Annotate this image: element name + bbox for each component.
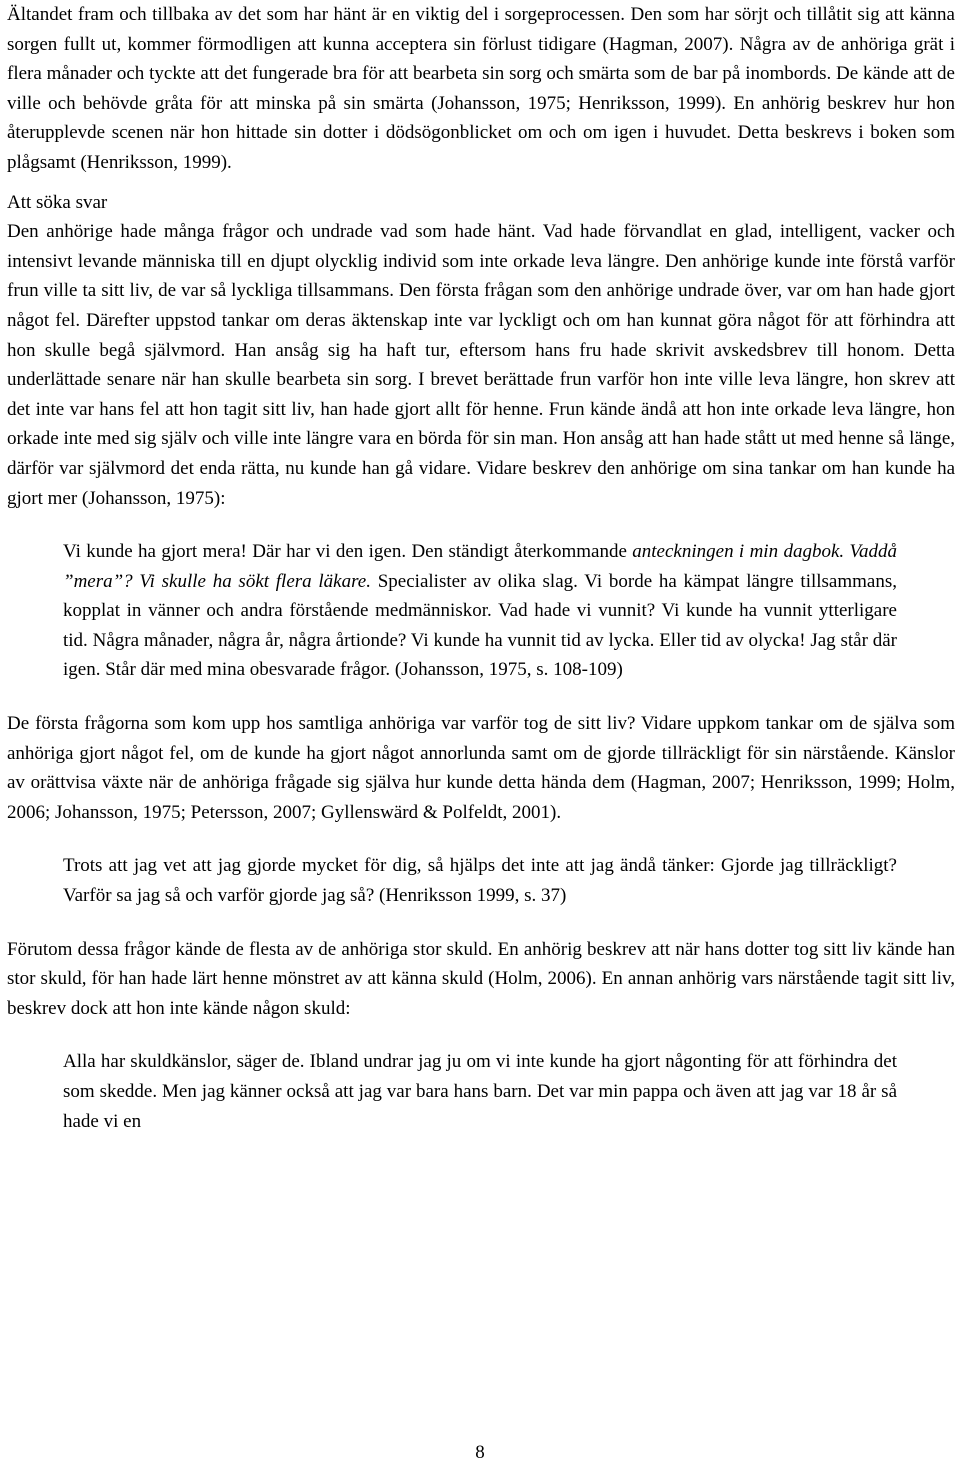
spacer	[7, 685, 955, 709]
spacer	[7, 827, 955, 851]
paragraph-seeking-answers: Den anhörige hade många frågor och undrade vad som hade hänt. Vad hade förvandlat en glad, intelligent, vacker och intensivt levande människa till en djupt olycklig individ som inte orkade leva längre. Den anhörige kunde inte förstå varför frun ville ta sitt liv, de var så lyckliga tillsammans. Den första frågan som den anhörige undrade över, var om han hade gjort något fel. Därefter uppstod tankar om deras äktenskap inte var lyckligt och om han kunnat göra något för att förhindra att hon skulle begå självmord. Han ansåg sig ha haft tur, eftersom hans fru hade skrivit avskedsbrev till honom. Detta underlättade senare när han skulle bearbeta sin sorg. I brevet berättade frun varför hon inte ville leva längre, hon skrev att det inte var hans fel att hon tagit sitt liv, han hade gjort allt för henne. Frun kände ändå att hon inte orkade leva längre, hon orkade inte med sig själv och ville inte längre vara en börda för sin man. Hon ansåg att han hade stått ut med henne så länge, därför var självmord det enda rätta, nu kunde han gå vidare. Vidare beskrev den anhörige om sina tankar om han kunde ha gjort mer (Johansson, 1975):	[7, 221, 955, 509]
quote-italic-text: anteckningen i min dagbok. Vaddå ”mera”? Vi skulle ha sökt flera läkare.	[63, 541, 897, 592]
document-page	[7, 0, 955, 1136]
paragraph-first-questions: De första frågorna som kom upp hos samtliga anhöriga var varför tog de sitt liv? Vidare uppkom tankar om de själva som anhöriga gjort något fel, om de kunde ha gjort något annorlunda samt om de gjorde tillräckligt för sin närstående. Känslor av orättvisa växte när de anhöriga frågade sig själva hur kunde detta hända dem (Hagman, 2007; Henriksson, 1999; Holm, 2006; Johansson, 1975; Petersson, 2007; Gyllenswärd & Polfeldt, 2001).	[7, 713, 955, 823]
block-quote-johansson	[63, 537, 897, 685]
paragraph-guilt: Förutom dessa frågor kände de flesta av de anhöriga stor skuld. En anhörig beskrev att när hans dotter tog sitt liv kände han stor skuld, för han hade lärt henne mönstret av att känna skuld (Holm, 2006). En annan anhörig vars närstående tagit sitt liv, beskrev dock att hon inte kände någon skuld:	[7, 938, 955, 1019]
block-quote-guilt: Alla har skuldkänslor, säger de. Ibland undrar jag ju om vi inte kunde ha gjort någonting för att förhindra det som skedde. Men jag känner också att jag var bara hans barn. Det var min pappa och även att jag var 18 år så hade vi en	[63, 1051, 897, 1132]
spacer	[7, 1023, 955, 1047]
paragraph-grief-process: Ältandet fram och tillbaka av det som har hänt är en viktig del i sorgeprocessen. Den som har sörjt och tillåtit sig att känna sorgen fullt ut, kommer förmodligen att kunna acceptera sin förlust tidigare (Hagman, 2007). Några av de anhöriga grät i flera månader och tyckte att det fungerade bra för att bearbeta sin sorg och smärta som de bar på inombords. De kände att de ville och behövde gråta för att minska på sin smärta (Johansson, 1975; Henriksson, 1999). En anhörig beskrev hur hon återupplevde scenen när hon hittade sin dotter i dödsögonblicket om och om igen i huvudet. Detta beskrevs i boken som plågsamt (Henriksson, 1999).	[7, 4, 955, 173]
spacer	[7, 178, 955, 188]
quote-text: Vi kunde ha gjort mera! Där har vi den igen. Den ständigt återkommande	[63, 541, 633, 563]
spacer	[7, 513, 955, 537]
section-heading: Att söka svar	[7, 191, 108, 213]
block-quote-henriksson: Trots att jag vet att jag gjorde mycket för dig, så hjälps det inte att jag ändå tänker: Gjorde jag tillräckligt? Varför sa jag så och varför gjorde jag så? (Henriksson 1999, s. 37)	[63, 855, 897, 907]
spacer	[7, 911, 955, 935]
quote-text: Specialister av olika slag. Vi borde ha kämpat längre tillsammans, kopplat in vänner och andra förstående medmänniskor. Vad hade vi vunnit? Vi kunde ha vunnit ytterligare tid. Några månader, några år, några årtionde? Vi kunde ha vunnit tid av lycka. Eller tid av olycka! Jag står där igen. Står där med mina obesvarade frågor. (Johansson, 1975, s. 108-109)	[63, 570, 897, 681]
page-number: 8	[475, 1442, 485, 1463]
